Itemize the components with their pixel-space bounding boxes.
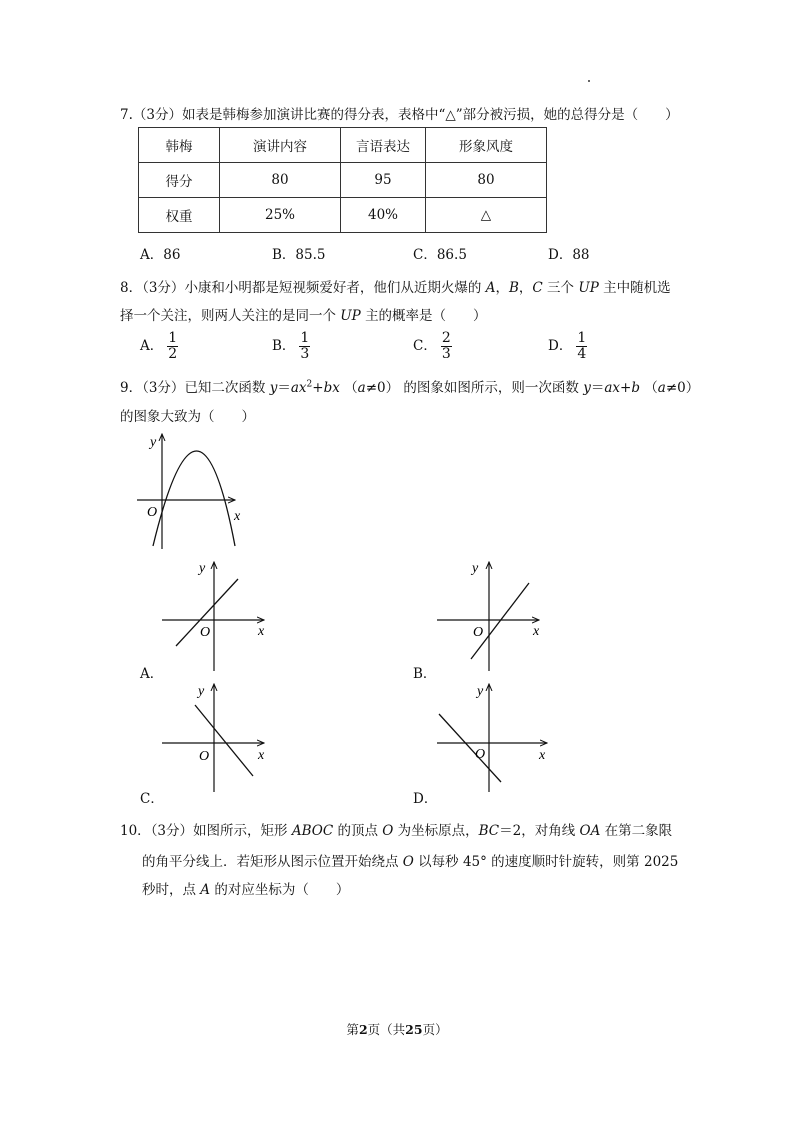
q7-option-a[interactable] xyxy=(140,243,180,263)
q7-option-c[interactable] xyxy=(413,243,467,263)
stray-dot xyxy=(588,80,590,82)
axis-label-x: x xyxy=(539,748,546,763)
q10-text: 的角平分线上．若矩形从图示位置开始绕点 xyxy=(142,854,399,870)
q9-graph-c[interactable] xyxy=(160,680,280,795)
option-label: A． xyxy=(140,247,164,263)
denominator: 4 xyxy=(577,346,587,362)
var-y: y xyxy=(269,380,278,396)
axis-label-y: y xyxy=(199,561,206,576)
numerator: 1 xyxy=(300,330,310,346)
q8-option-d[interactable] xyxy=(548,331,587,362)
var-o: O xyxy=(402,854,414,870)
axis-label-y: y xyxy=(472,561,479,576)
var-bc: BC xyxy=(478,823,500,839)
table-cell: 80 xyxy=(220,163,341,198)
separator: ， xyxy=(495,280,509,296)
q10-score: （3分） xyxy=(150,823,194,839)
linear-function-line xyxy=(195,705,253,776)
q9-score: （3分） xyxy=(142,380,185,396)
option-label: C． xyxy=(413,247,437,263)
var-a: A xyxy=(200,882,211,898)
var-ax: ax xyxy=(604,380,621,396)
option-label: D． xyxy=(548,338,573,354)
q8-stem-line2 xyxy=(120,304,487,324)
q8-text: 择一个关注，则两人关注的是同一个 xyxy=(120,308,336,324)
fraction xyxy=(576,331,587,362)
q7-option-b[interactable] xyxy=(272,243,325,263)
option-label: C． xyxy=(413,338,437,354)
var-oa: OA xyxy=(579,823,601,839)
paren: （ xyxy=(644,380,658,396)
table-row xyxy=(139,163,547,198)
q10-stem-line1 xyxy=(120,819,672,839)
q9-option-b-label[interactable]: B． xyxy=(413,666,437,682)
fraction xyxy=(441,331,452,362)
q10-number: 10． xyxy=(120,823,151,839)
plus: + xyxy=(620,380,632,396)
q9-option-a-label[interactable]: A． xyxy=(140,666,164,682)
table-row xyxy=(139,198,547,233)
var-up: UP xyxy=(340,308,361,324)
q10-text: 为坐标原点， xyxy=(397,823,479,839)
table-cell: 言语表达 xyxy=(341,128,426,163)
axis-label-x: x xyxy=(533,624,540,639)
table-cell: 韩梅 xyxy=(139,128,220,163)
condition: ≠0） xyxy=(365,380,400,396)
axis-label-x: x xyxy=(234,509,241,524)
table-cell: 40% xyxy=(341,198,426,233)
var-bx: bx xyxy=(323,380,340,396)
table-cell: 25% xyxy=(220,198,341,233)
q7-score-table xyxy=(138,127,547,233)
option-label: B． xyxy=(272,338,296,354)
table-cell: 权重 xyxy=(139,198,220,233)
q9-option-d-label[interactable]: D． xyxy=(413,791,438,807)
axis-label-x: x xyxy=(258,748,265,763)
q8-text: 主的概率是（ ） xyxy=(365,308,487,324)
q8-option-c[interactable] xyxy=(413,331,452,362)
q9-graph-b[interactable] xyxy=(435,558,555,673)
table-cell: 得分 xyxy=(139,163,220,198)
linear-function-line xyxy=(439,714,501,782)
q9-text: 的图象大致为（ ） xyxy=(120,409,255,425)
table-cell: 形象风度 xyxy=(426,128,547,163)
origin-label: O xyxy=(475,747,486,762)
footer-text: 页） xyxy=(422,1022,448,1037)
q8-text: 三个 xyxy=(547,280,575,296)
table-cell: 95 xyxy=(341,163,426,198)
q7-score: （3分） xyxy=(132,107,182,123)
var-aboc: ABOC xyxy=(291,823,334,839)
var-a: A xyxy=(485,280,496,296)
var-ax: ax xyxy=(290,380,307,396)
axis-label-y: y xyxy=(198,684,205,699)
q9-graph-d[interactable] xyxy=(435,680,555,795)
footer-text: 第 xyxy=(346,1022,359,1037)
q10-text: 的对应坐标为（ ） xyxy=(214,882,350,898)
footer-text: 页（共 xyxy=(367,1022,406,1037)
var-c: C xyxy=(532,280,543,296)
q8-text: 小康和小明都是短视频爱好者，他们从近期火爆的 xyxy=(184,280,482,296)
q9-stem-line1 xyxy=(120,376,699,396)
fraction xyxy=(167,331,178,362)
linear-function-line xyxy=(471,583,529,659)
option-label: D． xyxy=(548,247,573,263)
option-label: B． xyxy=(272,247,296,263)
paren: （ xyxy=(344,380,358,396)
q7-number: 7. xyxy=(120,107,133,123)
q10-text: 秒时，点 xyxy=(142,882,196,898)
option-value: 86 xyxy=(163,247,181,263)
equals: ＝ xyxy=(590,380,605,396)
axis-label-x: x xyxy=(258,624,265,639)
q10-text: 在第二象限 xyxy=(604,823,673,839)
var-b: b xyxy=(631,380,640,396)
q7-stem xyxy=(120,103,679,123)
q8-option-a[interactable] xyxy=(140,331,178,362)
denominator: 3 xyxy=(441,346,451,362)
q9-graph-a[interactable] xyxy=(160,558,280,673)
q9-text: 的图象如图所示，则一次函数 xyxy=(403,380,579,396)
page-total: 25 xyxy=(405,1022,423,1037)
page-number: 2 xyxy=(358,1022,368,1037)
q9-stem-line2 xyxy=(120,405,255,425)
q10-stem-line2 xyxy=(142,850,678,870)
denominator: 3 xyxy=(300,346,310,362)
var-y: y xyxy=(583,380,591,396)
condition: ≠0） xyxy=(665,380,700,396)
separator: ， xyxy=(518,280,533,296)
numerator: 1 xyxy=(577,330,587,346)
origin-label: O xyxy=(199,749,210,764)
denominator: 2 xyxy=(168,346,178,362)
q8-score: （3分） xyxy=(142,280,185,296)
table-cell: 80 xyxy=(426,163,547,198)
equals: ＝ xyxy=(277,380,291,396)
numerator: 2 xyxy=(441,330,451,346)
option-label: A． xyxy=(140,338,164,354)
q10-text: 如图所示，矩形 xyxy=(193,823,288,839)
q9-number: 9． xyxy=(120,380,143,396)
origin-label: O xyxy=(147,505,158,520)
q8-number: 8． xyxy=(120,280,143,296)
fraction xyxy=(299,331,310,362)
table-cell: △ xyxy=(426,198,547,233)
axis-label-y: y xyxy=(150,435,157,450)
parabola-curve xyxy=(153,451,235,546)
page-footer xyxy=(0,1020,794,1038)
q8-option-b[interactable] xyxy=(272,331,310,362)
q10-text: 的顶点 xyxy=(337,823,378,839)
axis-label-y: y xyxy=(477,684,484,699)
option-value: 88 xyxy=(572,247,590,263)
var-o: O xyxy=(382,823,394,839)
numerator: 1 xyxy=(168,330,178,346)
table-row xyxy=(139,128,547,163)
q8-stem-line1 xyxy=(120,276,671,296)
exponent: 2 xyxy=(306,379,313,390)
var-up: UP xyxy=(578,280,599,296)
option-value: 85.5 xyxy=(295,247,326,263)
q7-option-d[interactable] xyxy=(548,243,590,263)
q9-text: 已知二次函数 xyxy=(184,380,266,396)
q10-text: ＝2，对角线 xyxy=(499,823,576,839)
var-b: B xyxy=(508,280,519,296)
var-a: a xyxy=(357,380,366,396)
option-value: 86.5 xyxy=(436,247,467,263)
var-a: a xyxy=(657,380,666,396)
plus: + xyxy=(312,380,324,396)
q7-text: 如表是韩梅参加演讲比赛的得分表，表格中“△”部分被污损，她的总得分是（ ） xyxy=(181,107,679,123)
q10-text: 以每秒 45° 的速度顺时针旋转，则第 2025 xyxy=(418,854,679,870)
q9-option-c-label[interactable]: C． xyxy=(140,791,164,807)
q10-stem-line3 xyxy=(142,878,349,898)
table-cell: 演讲内容 xyxy=(220,128,341,163)
q8-text: 主中随机选 xyxy=(603,280,671,296)
parabola-graph xyxy=(135,430,255,552)
origin-label: O xyxy=(200,625,211,640)
origin-label: O xyxy=(473,625,484,640)
